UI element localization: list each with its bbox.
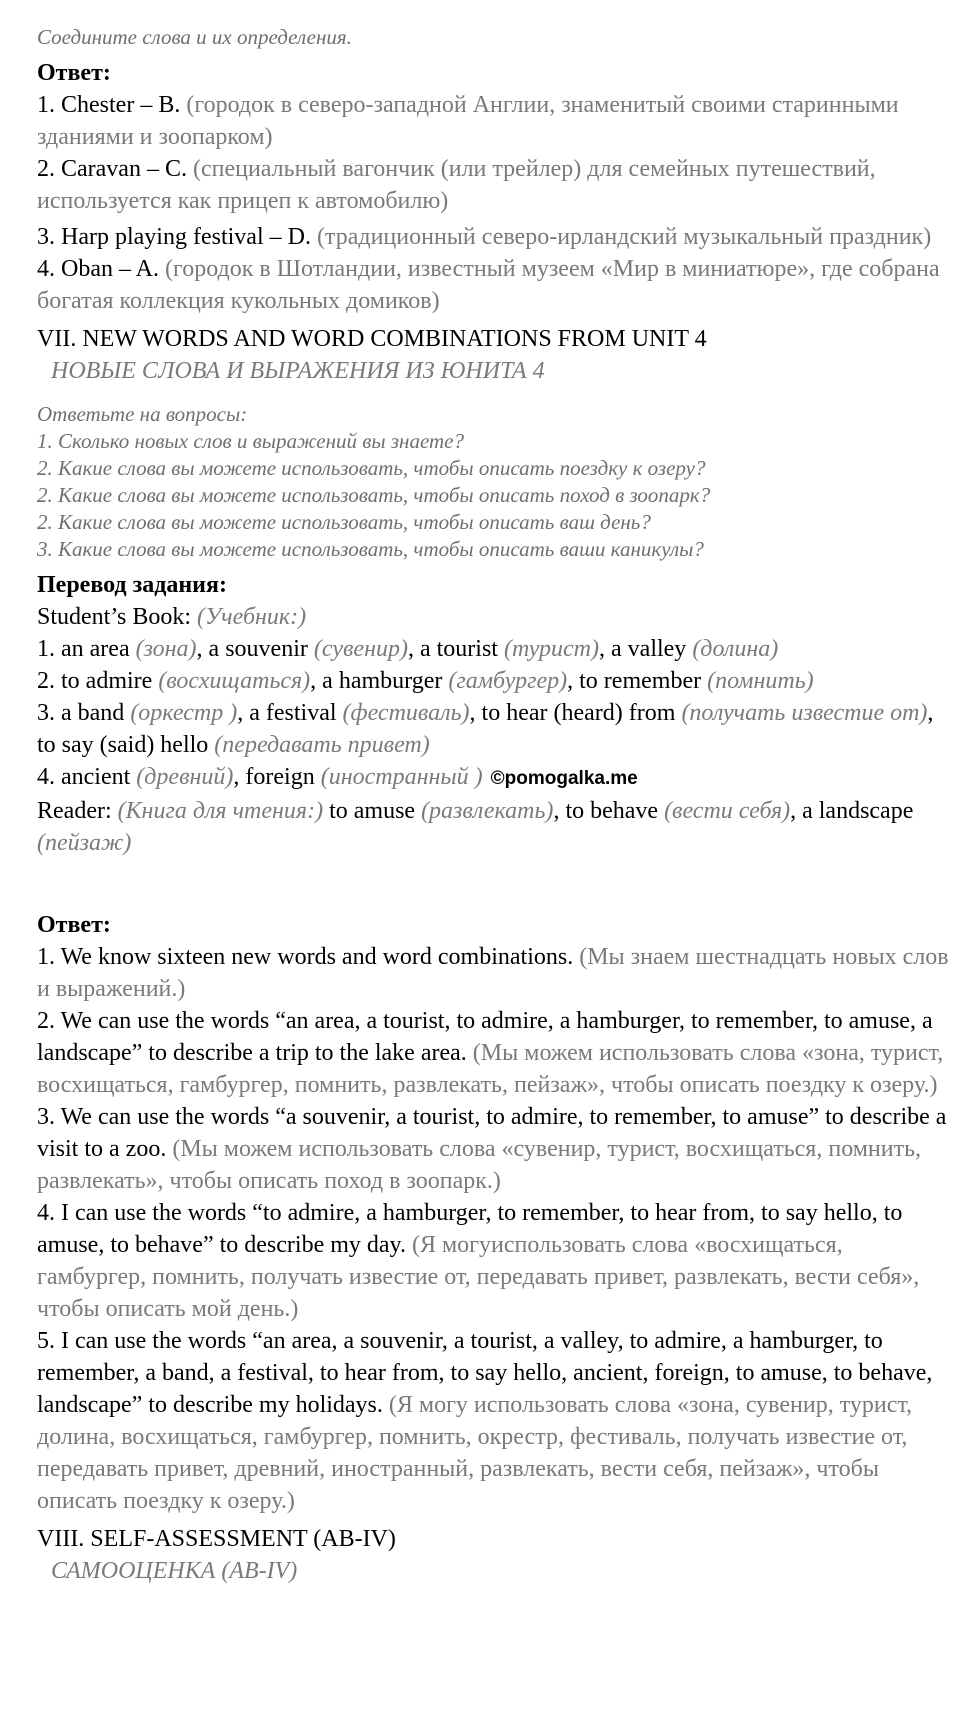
answers-list <box>37 941 957 1517</box>
translation-hint: (гамбургер) <box>448 668 568 694</box>
vocabulary-term: , to say (said) hello <box>37 700 934 758</box>
vocabulary-term: , a tourist <box>407 636 504 662</box>
question-line: 2. Какие слова вы можете использовать, чтобы описать поездку к озеру? <box>37 456 706 480</box>
translation-hint: (иностранный ) <box>320 764 483 790</box>
translation-hint: (восхищаться) <box>158 668 311 694</box>
translation-hint: (Книга для чтения:) <box>117 798 324 824</box>
translation-hint: (пейзаж) <box>37 830 132 856</box>
section-subtitle: НОВЫЕ СЛОВА И ВЫРАЖЕНИЯ ИЗ ЮНИТА 4 <box>51 358 545 384</box>
matching-answers <box>37 89 957 317</box>
translation-hint: (вести себя) <box>664 798 791 824</box>
question-line: 3. Какие слова вы можете использовать, чтобы описать ваши каникулы? <box>37 537 704 561</box>
section-subtitle: САМООЦЕНКА (AB-IV) <box>51 1558 298 1584</box>
question-line: 1. Сколько новых слов и выражений вы знаете? <box>37 429 464 453</box>
answer-item: 1. We know sixteen new words and word combinations. (Мы знаем шестнадцать новых слов и выражений.) <box>37 944 949 1002</box>
vocabulary-term: 1. an area <box>37 636 136 662</box>
translation-hint: (помнить) <box>707 668 814 694</box>
vocabulary-term: , a landscape <box>790 798 914 824</box>
watermark: ©pomogalka.me <box>490 768 638 789</box>
answer-item: 5. I can use the words “an area, a souvenir, a tourist, a valley, to admire, a hamburger, to remember, a band, a festival, to hear from, to say hello, ancient, foreign, to amuse, to behave, landscape” to describe my holidays. (Я могу использовать слова «зона, сувенир, турист, долина, восхищаться, гамбургер, помнить, окрестр, фестиваль, получать известие от, передавать привет, древний, иностранный, развлекать, вести себя, пейзаж», чтобы описать поездку к озеру.) <box>37 1328 933 1514</box>
vocabulary-term: 2. to admire <box>37 668 159 694</box>
answer-item: 4. I can use the words “to admire, a hamburger, to remember, to hear from, to say hello, to amuse, to behave” to describe my day. (Я могуиспользовать слова «восхищаться, гамбургер, помнить, получать известие от, передавать привет, развлекать, вести себя», чтобы описать мой день.) <box>37 1200 920 1322</box>
task-instruction: Соедините слова и их определения. <box>37 25 352 49</box>
answer-item: 4. Oban – A. (городок в Шотландии, известный музеем «Мир в миниатюре», где собрана богатая коллекция кукольных домиков) <box>37 256 940 314</box>
answer-item: 3. We can use the words “a souvenir, a tourist, to admire, to remember, to amuse” to describe a visit to a zoo. (Мы можем использовать слова «сувенир, турист, восхищаться, помнить, развлекать», чтобы описать поход в зоопарк.) <box>37 1104 947 1194</box>
answer-item: 1. Chester – B. (городок в северо-западной Англии, знаменитый своими старинными зданиями и зоопарком) <box>37 92 899 150</box>
vocabulary-line <box>37 697 957 761</box>
vocabulary-term: Reader: <box>37 798 118 824</box>
section-title: VIII. SELF-ASSESSMENT (AB-IV) <box>37 1526 396 1552</box>
vocabulary-list <box>37 633 957 795</box>
vocabulary-term: , a souvenir <box>196 636 314 662</box>
translation-hint: (турист) <box>503 636 600 662</box>
translation-hint: (оркестр ) <box>130 700 238 726</box>
section-title: VII. NEW WORDS AND WORD COMBINATIONS FROM UNIT 4 <box>37 326 707 352</box>
vocabulary-term: 4. ancient <box>37 764 137 790</box>
answer-item: 2. Caravan – C. (специальный вагончик (или трейлер) для семейных путешествий, используется как прицеп к автомобилю) <box>37 156 876 214</box>
reader-line <box>37 795 957 859</box>
answer-label: Ответ: <box>37 912 111 938</box>
students-book-line: Student’s Book: (Учебник:) <box>37 604 307 630</box>
translation-hint: (развлекать) <box>421 798 554 824</box>
vocabulary-term: , a festival <box>237 700 343 726</box>
translation-hint: (сувенир) <box>313 636 408 662</box>
translation-hint: (передавать привет) <box>214 732 430 758</box>
vocabulary-term: , a hamburger <box>310 668 449 694</box>
question-line: 2. Какие слова вы можете использовать, чтобы описать ваш день? <box>37 510 651 534</box>
vocabulary-term: , foreign <box>233 764 321 790</box>
vocabulary-line <box>37 761 957 795</box>
answer-item: 3. Harp playing festival – D. (традиционный северо-ирландский музыкальный праздник) <box>37 224 932 250</box>
vocabulary-term: , to hear (heard) from <box>469 700 682 726</box>
vocabulary-term: , a valley <box>599 636 693 662</box>
translation-label: Перевод задания: <box>37 572 227 598</box>
translation-hint: (фестиваль) <box>342 700 470 726</box>
vocabulary-line <box>37 633 957 665</box>
question-list <box>37 401 957 563</box>
answer-label: Ответ: <box>37 60 111 86</box>
vocabulary-term: to amuse <box>323 798 422 824</box>
vocabulary-term: , to remember <box>567 668 708 694</box>
vocabulary-line <box>37 665 957 697</box>
translation-hint: (получать известие от) <box>681 700 928 726</box>
translation-hint: (зона) <box>135 636 197 662</box>
document-page <box>37 24 957 1587</box>
vocabulary-term: 3. a band <box>37 700 131 726</box>
translation-hint: (древний) <box>136 764 234 790</box>
vocabulary-term: , to behave <box>553 798 665 824</box>
question-line: 2. Какие слова вы можете использовать, чтобы описать поход в зоопарк? <box>37 483 711 507</box>
question-line: Ответьте на вопросы: <box>37 402 248 426</box>
answer-item: 2. We can use the words “an area, a tourist, to admire, a hamburger, to remember, to amuse, a landscape” to describe a trip to the lake area. (Мы можем использовать слова «зона, турист, восхищаться, гамбургер, помнить, развлекать, пейзаж», чтобы описать поездку к озеру.) <box>37 1008 944 1098</box>
translation-hint: (долина) <box>692 636 779 662</box>
